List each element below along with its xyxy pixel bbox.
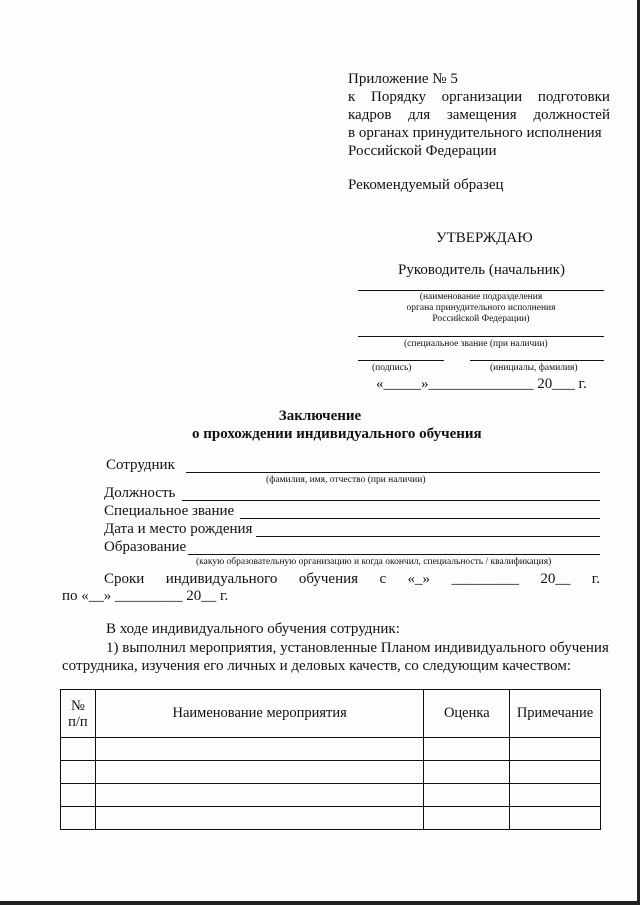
period-word: _________ — [451, 571, 519, 587]
appendix-line-3 — [348, 106, 610, 124]
appendix-line-2 — [348, 88, 610, 106]
employee-line — [186, 472, 600, 473]
period-word: 20__ — [540, 571, 571, 587]
appendix-word: кадров — [348, 107, 392, 123]
appendix-number: Приложение № 5 — [348, 71, 458, 87]
table-row — [61, 761, 601, 784]
position-label: Должность — [104, 485, 176, 501]
unit-hint — [358, 292, 604, 325]
appendix-word: подготовки — [537, 89, 610, 105]
education-label: Образование — [104, 539, 187, 555]
period-word: г. — [591, 571, 600, 587]
col-name-header: Наименование мероприятия — [95, 690, 424, 738]
appendix-line-5: Российской Федерации — [348, 143, 497, 159]
rank-hint: (специальное звание (при наличии) — [404, 339, 548, 349]
unit-hint-3: Российской Федерации) — [432, 314, 530, 324]
unit-hint-2: органа принудительного исполнения — [406, 303, 556, 313]
table-header-row — [61, 690, 601, 738]
col-note-header: Примечание — [510, 690, 601, 738]
appendix-word: замещения — [446, 107, 517, 123]
doc-subtitle: о прохождении индивидуального обучения — [192, 426, 482, 442]
table-row — [61, 807, 601, 830]
period-word: «_» — [407, 571, 431, 587]
appendix-word: к — [348, 89, 356, 105]
col-grade-header: Оценка — [424, 690, 510, 738]
item1-line2: сотрудника, изучения его личных и деловых качеств, со следующим качеством: — [62, 658, 571, 674]
signature-hint: (подпись) — [372, 363, 412, 373]
appendix-word: Порядку — [371, 89, 426, 105]
sample-label: Рекомендуемый образец — [348, 177, 504, 193]
position-line — [182, 500, 600, 501]
period-word: Сроки — [104, 571, 145, 587]
scan-edge-bottom — [0, 901, 640, 905]
unit-line — [358, 290, 604, 291]
rank-line — [358, 336, 604, 337]
period-word: обучения — [298, 571, 359, 587]
education-hint: (какую образовательную организацию и когда окончил, специальность / квалификация) — [196, 557, 552, 567]
approve-date: «_____»______________ 20___ г. — [376, 376, 587, 392]
employee-label: Сотрудник — [106, 457, 175, 473]
birth-line — [256, 536, 600, 537]
appendix-line-4: в органах принудительного исполнения — [348, 125, 602, 141]
period-word: индивидуального — [165, 571, 278, 587]
table-row — [61, 784, 601, 807]
col-num-header — [61, 690, 96, 738]
employee-hint: (фамилия, имя, отчество (при наличии) — [266, 475, 426, 485]
item1-line1: 1) выполнил мероприятия, установленные Планом индивидуального обучения — [106, 640, 609, 656]
body-intro: В ходе индивидуального обучения сотрудник: — [106, 621, 400, 637]
period-word: с — [379, 571, 387, 587]
signature-line — [358, 360, 444, 361]
appendix-word: для — [408, 107, 431, 123]
period-end: по «__» _________ 20__ г. — [62, 588, 229, 604]
appendix-block — [348, 70, 610, 160]
initials-hint: (инициалы, фамилия) — [490, 363, 578, 373]
events-table — [60, 689, 601, 830]
education-line — [188, 554, 600, 555]
appendix-word: организации — [441, 89, 523, 105]
approve-title: УТВЕРЖДАЮ — [436, 230, 533, 246]
period-line — [104, 570, 600, 588]
table-row — [61, 738, 601, 761]
col-num-abbr: п/п — [68, 713, 88, 730]
appendix-word: должностей — [533, 107, 610, 123]
approve-head: Руководитель (начальник) — [398, 262, 565, 278]
rank-field-line — [240, 518, 600, 519]
initials-line — [470, 360, 604, 361]
birth-label: Дата и место рождения — [104, 521, 253, 537]
rank-label: Специальное звание — [104, 503, 235, 519]
doc-title: Заключение — [278, 408, 362, 424]
unit-hint-1: (наименование подразделения — [419, 292, 543, 302]
col-num-symbol: № — [70, 697, 85, 714]
